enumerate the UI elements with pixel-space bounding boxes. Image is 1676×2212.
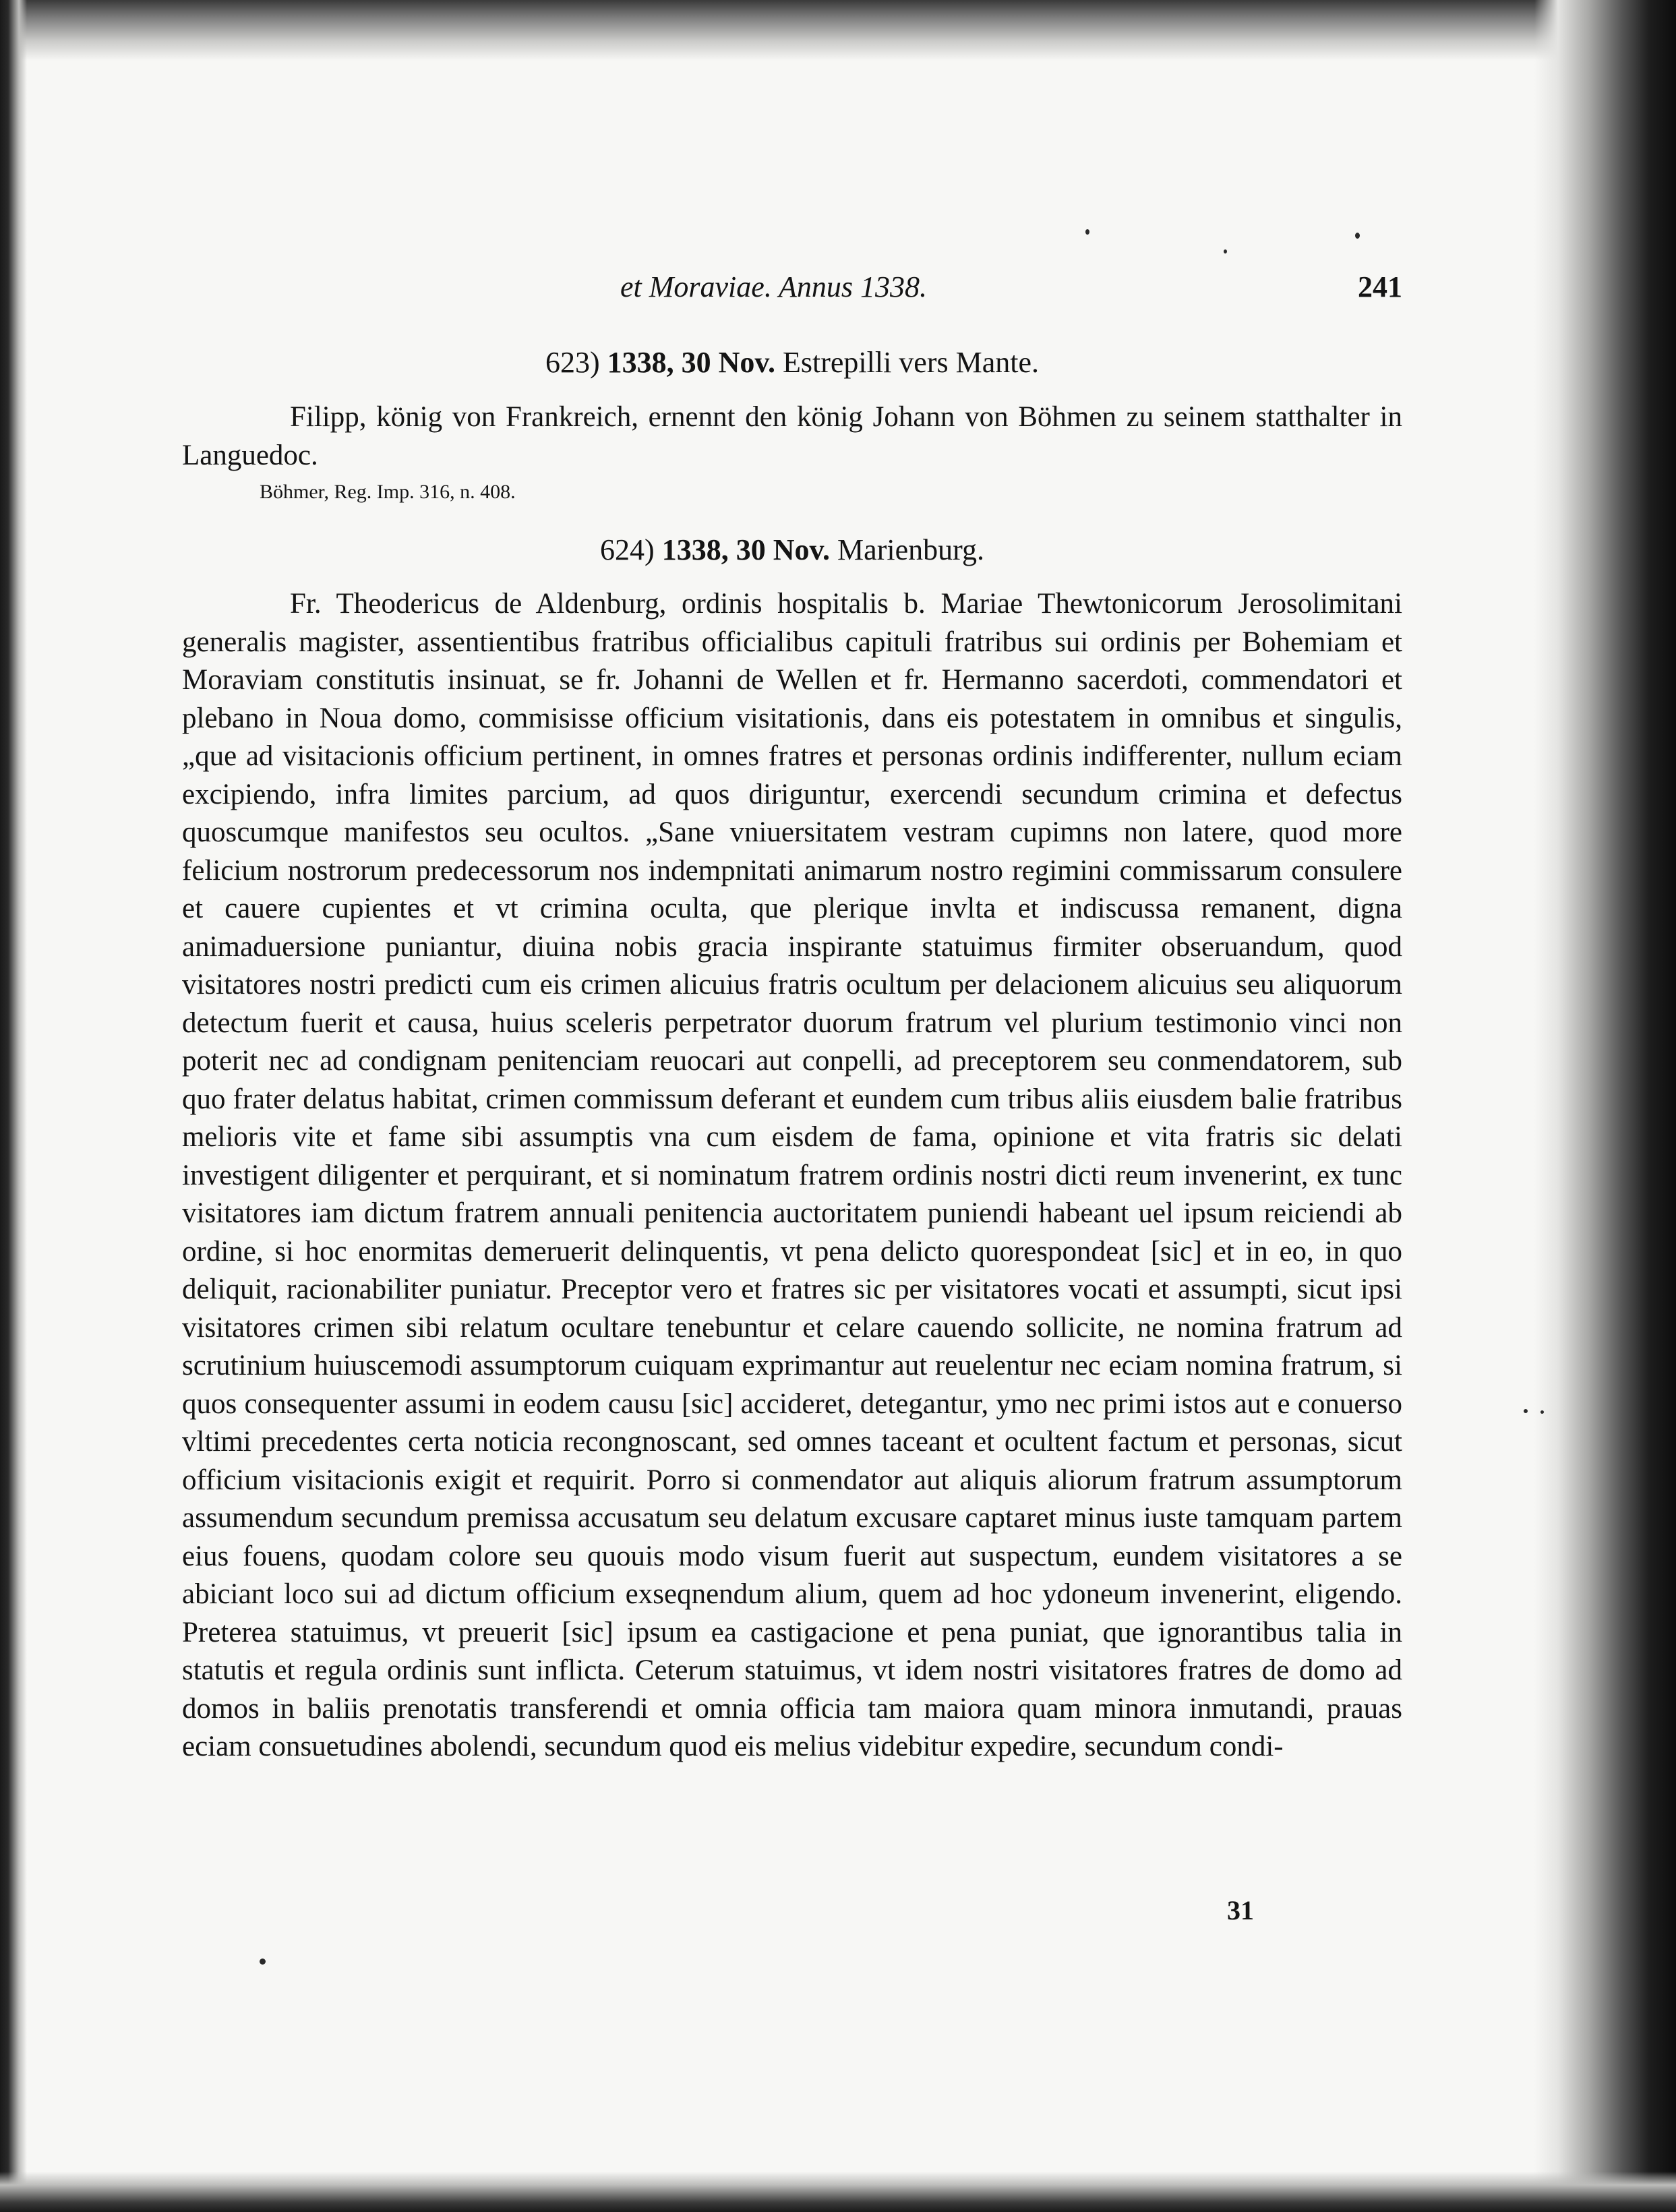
page-number: 241 — [1358, 270, 1402, 303]
entry-heading — [182, 533, 1402, 567]
scan-speck — [1540, 1410, 1544, 1414]
scan-speck — [1355, 233, 1360, 239]
signature-mark: 31 — [1227, 1895, 1254, 1925]
scan-edge-left — [0, 0, 27, 2212]
scan-edge-right — [1534, 0, 1676, 2212]
scan-speck — [1224, 249, 1227, 253]
entry-place: Marienburg. — [837, 533, 984, 566]
running-title: et Moraviae. Annus 1338. — [620, 270, 928, 303]
scan-speck — [260, 1959, 266, 1965]
entry-date: 1338, 30 — [607, 346, 711, 379]
entry-citation: Böhmer, Reg. Imp. 316, n. 408. — [260, 481, 516, 503]
scan-speck — [1524, 1409, 1528, 1413]
scan-edge-top — [0, 0, 1676, 61]
entry-month: Nov. — [773, 533, 831, 566]
entry-heading — [182, 345, 1402, 380]
entry-date: 1338, 30 — [661, 533, 766, 566]
entry-month: Nov. — [718, 346, 775, 379]
entry-body-text: Fr. Theodericus de Aldenburg, ordinis hospitalis b. Mariae Thewtonicorum Jerosolimitani generalis magister, assentientibus fratribus officialibus capituli fratribus sui ordinis per Bohemiam et Moraviam constitutis insinuat, se fr. Johanni de Wellen et fr. Hermanno sacerdoti, commendatori et plebano in Noua domo, commisisse officium visitationis, dans eis potestatem in omnibus et singulis, „que ad visitacionis officium pertinent, in omnes fratres et personas ordinis indifferenter, nullum eciam excipiendo, infra limites parcium, ad quos diriguntur, exercendi secundum crimina et defectus quoscumque manifestos seu ocultos. „Sane vniuersitatem vestram cupimns non latere, quod more felicium nostrorum predecessorum nos indempnitati animarum nostro regimini commissarum consulere et cauere cupientes et vt crimina oculta, que plerique invlta et indiscussa remanent, digna animaduersione puniantur, diuina nobis gracia inspirante statuimus firmiter obseruandum, quod visitatores nostri predicti cum eis crimen alicuius fratris ocultum per delacionem alicuius seu aliquorum detectum fuerit et causa, huius sceleris perpetrator duorum fratrum vel plurium testimonio vinci non poterit nec ad condignam penitenciam reuocari aut conpelli, ad preceptorem seu conmendatorem, sub quo frater delatus habitat, crimen commissum deferant et eundem cum tribus aliis eiusdem balie fratribus melioris vite et fame sibi assumptis vna cum eisdem de fama, opinione et vita fratris sic delati investigent diligenter et perquirant, et si nominatum fratrem ordinis nostri dicti reum invenerint, ex tunc visitatores iam dictum fratrem annuali penitencia auctoritatem puniendi habeant uel ipsum reiciendi ab ordine, si hoc enormitas demeruerit delinquentis, vt pena delicto quorespondeat [sic] et in eo, in quo deliquit, racionabiliter puniatur. Preceptor vero et fratres sic per visitatores vocati et assumpti, sicut ipsi visitatores crimen sibi relatum ocultare tenebuntur et celare cauendo sollicite, ne nomina fratrum ad scrutinium huiuscemodi assumptorum cuiquam exprimantur aut reuelentur nec eciam nomina fratrum, si quos consequenter assumi in eodem causu [sic] accideret, detegantur, ymo nec primi istos aut e conuerso vltimi precedentes certa noticia recongnoscant, sed omnes taceant et ocultent factum et personas, sicut officium visitacionis exigit et requirit. Porro si conmendator aut aliquis aliorum fratrum assumptorum assumendum secundum premissa accusatum seu delatum excusare captaret minus iuste tamquam partem eius fouens, quodam colore seu quouis modo visum fuerit aut suspectum, eundem visitatores a se abiciant loco sui ad dictum officium exseqnendum alium, quem ad hoc ydoneum invenerint, eligendo. Preterea statuimus, vt preuerit [sic] ipsum ea castigacione et pena puniat, que ignorantibus talia in statutis et regula ordinis sunt inflicta. Ceterum statuimus, vt idem nostri visitatores fratres de domo ad domos in baliis prenotatis transferendi et omnia officia tam maiora quam minora inmutandi, prauas eciam consuetudines abolendi, secundum quod eis melius videbitur expedire, secundum condi- — [182, 588, 1402, 1762]
entry-number: 624) — [600, 533, 655, 566]
scan-edge-bottom — [0, 2172, 1676, 2212]
entry-summary: Filipp, könig von Frankreich, ernennt den könig Johann von Böhmen zu seinem statthalter in Languedoc. — [182, 401, 1402, 471]
scan-speck — [1085, 229, 1089, 235]
running-head — [182, 270, 1402, 317]
entry-place: Estrepilli vers Mante. — [783, 346, 1040, 379]
entry-number: 623) — [545, 346, 600, 379]
